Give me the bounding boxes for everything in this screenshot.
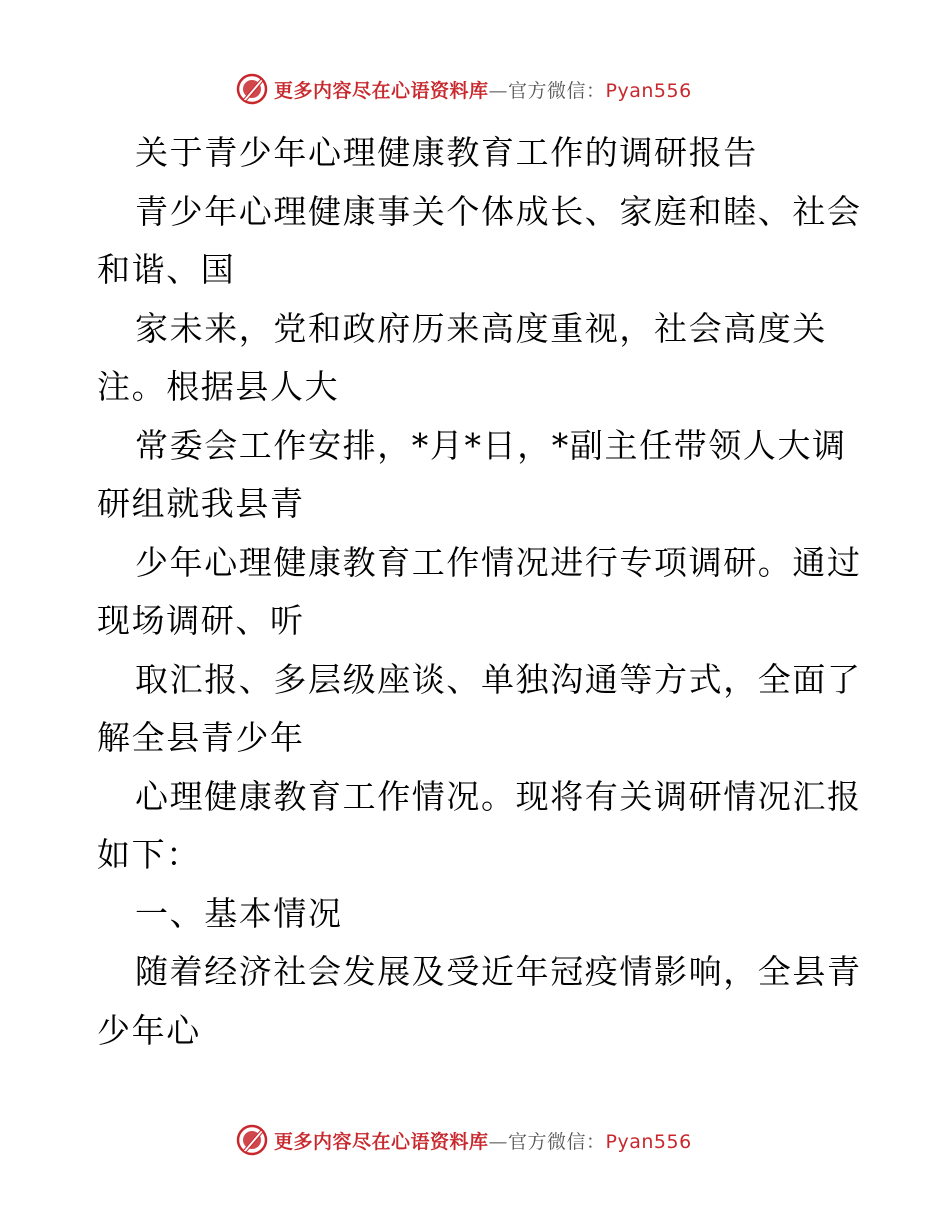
quill-logo-icon bbox=[236, 1124, 268, 1156]
paragraph-line: 家未来，党和政府历来高度重视，社会高度关 bbox=[135, 308, 827, 348]
paragraph-line: 如下： bbox=[97, 835, 201, 874]
paragraph-line: 研组就我县青 bbox=[97, 484, 305, 523]
paragraph-line: 注。根据县人大 bbox=[97, 367, 340, 406]
footer-watermark-banner bbox=[236, 1123, 692, 1157]
paragraph-line: 取汇报、多层级座谈、单独沟通等方式，全面了 bbox=[135, 659, 862, 699]
document-title: 关于青少年心理健康教育工作的调研报告 bbox=[135, 133, 758, 172]
section-heading: 一、基本情况 bbox=[135, 893, 343, 933]
quill-logo-icon bbox=[236, 73, 268, 105]
banner-text: 更多内容尽在心语资料库—官方微信：Pyan556 bbox=[274, 79, 692, 102]
paragraph-line: 少年心 bbox=[97, 1010, 201, 1050]
paragraph-line: 少年心理健康教育工作情况进行专项调研。通过 bbox=[135, 542, 862, 582]
paragraph-line: 常委会工作安排，*月*日，*副主任带领人大调 bbox=[135, 425, 847, 465]
paragraph-line: 解全县青少年 bbox=[97, 718, 305, 757]
paragraph-line: 青少年心理健康事关个体成长、家庭和睦、社会 bbox=[135, 191, 862, 231]
header-watermark-banner bbox=[236, 72, 692, 106]
paragraph-line: 心理健康教育工作情况。现将有关调研情况汇报 bbox=[135, 776, 862, 816]
paragraph-line: 现场调研、听 bbox=[97, 601, 305, 640]
paragraph-line: 随着经济社会发展及受近年冠疫情影响，全县青 bbox=[135, 952, 862, 991]
document-body bbox=[97, 124, 867, 1060]
banner-text: 更多内容尽在心语资料库—官方微信：Pyan556 bbox=[274, 1130, 692, 1153]
paragraph-line: 和谐、国 bbox=[97, 250, 236, 289]
